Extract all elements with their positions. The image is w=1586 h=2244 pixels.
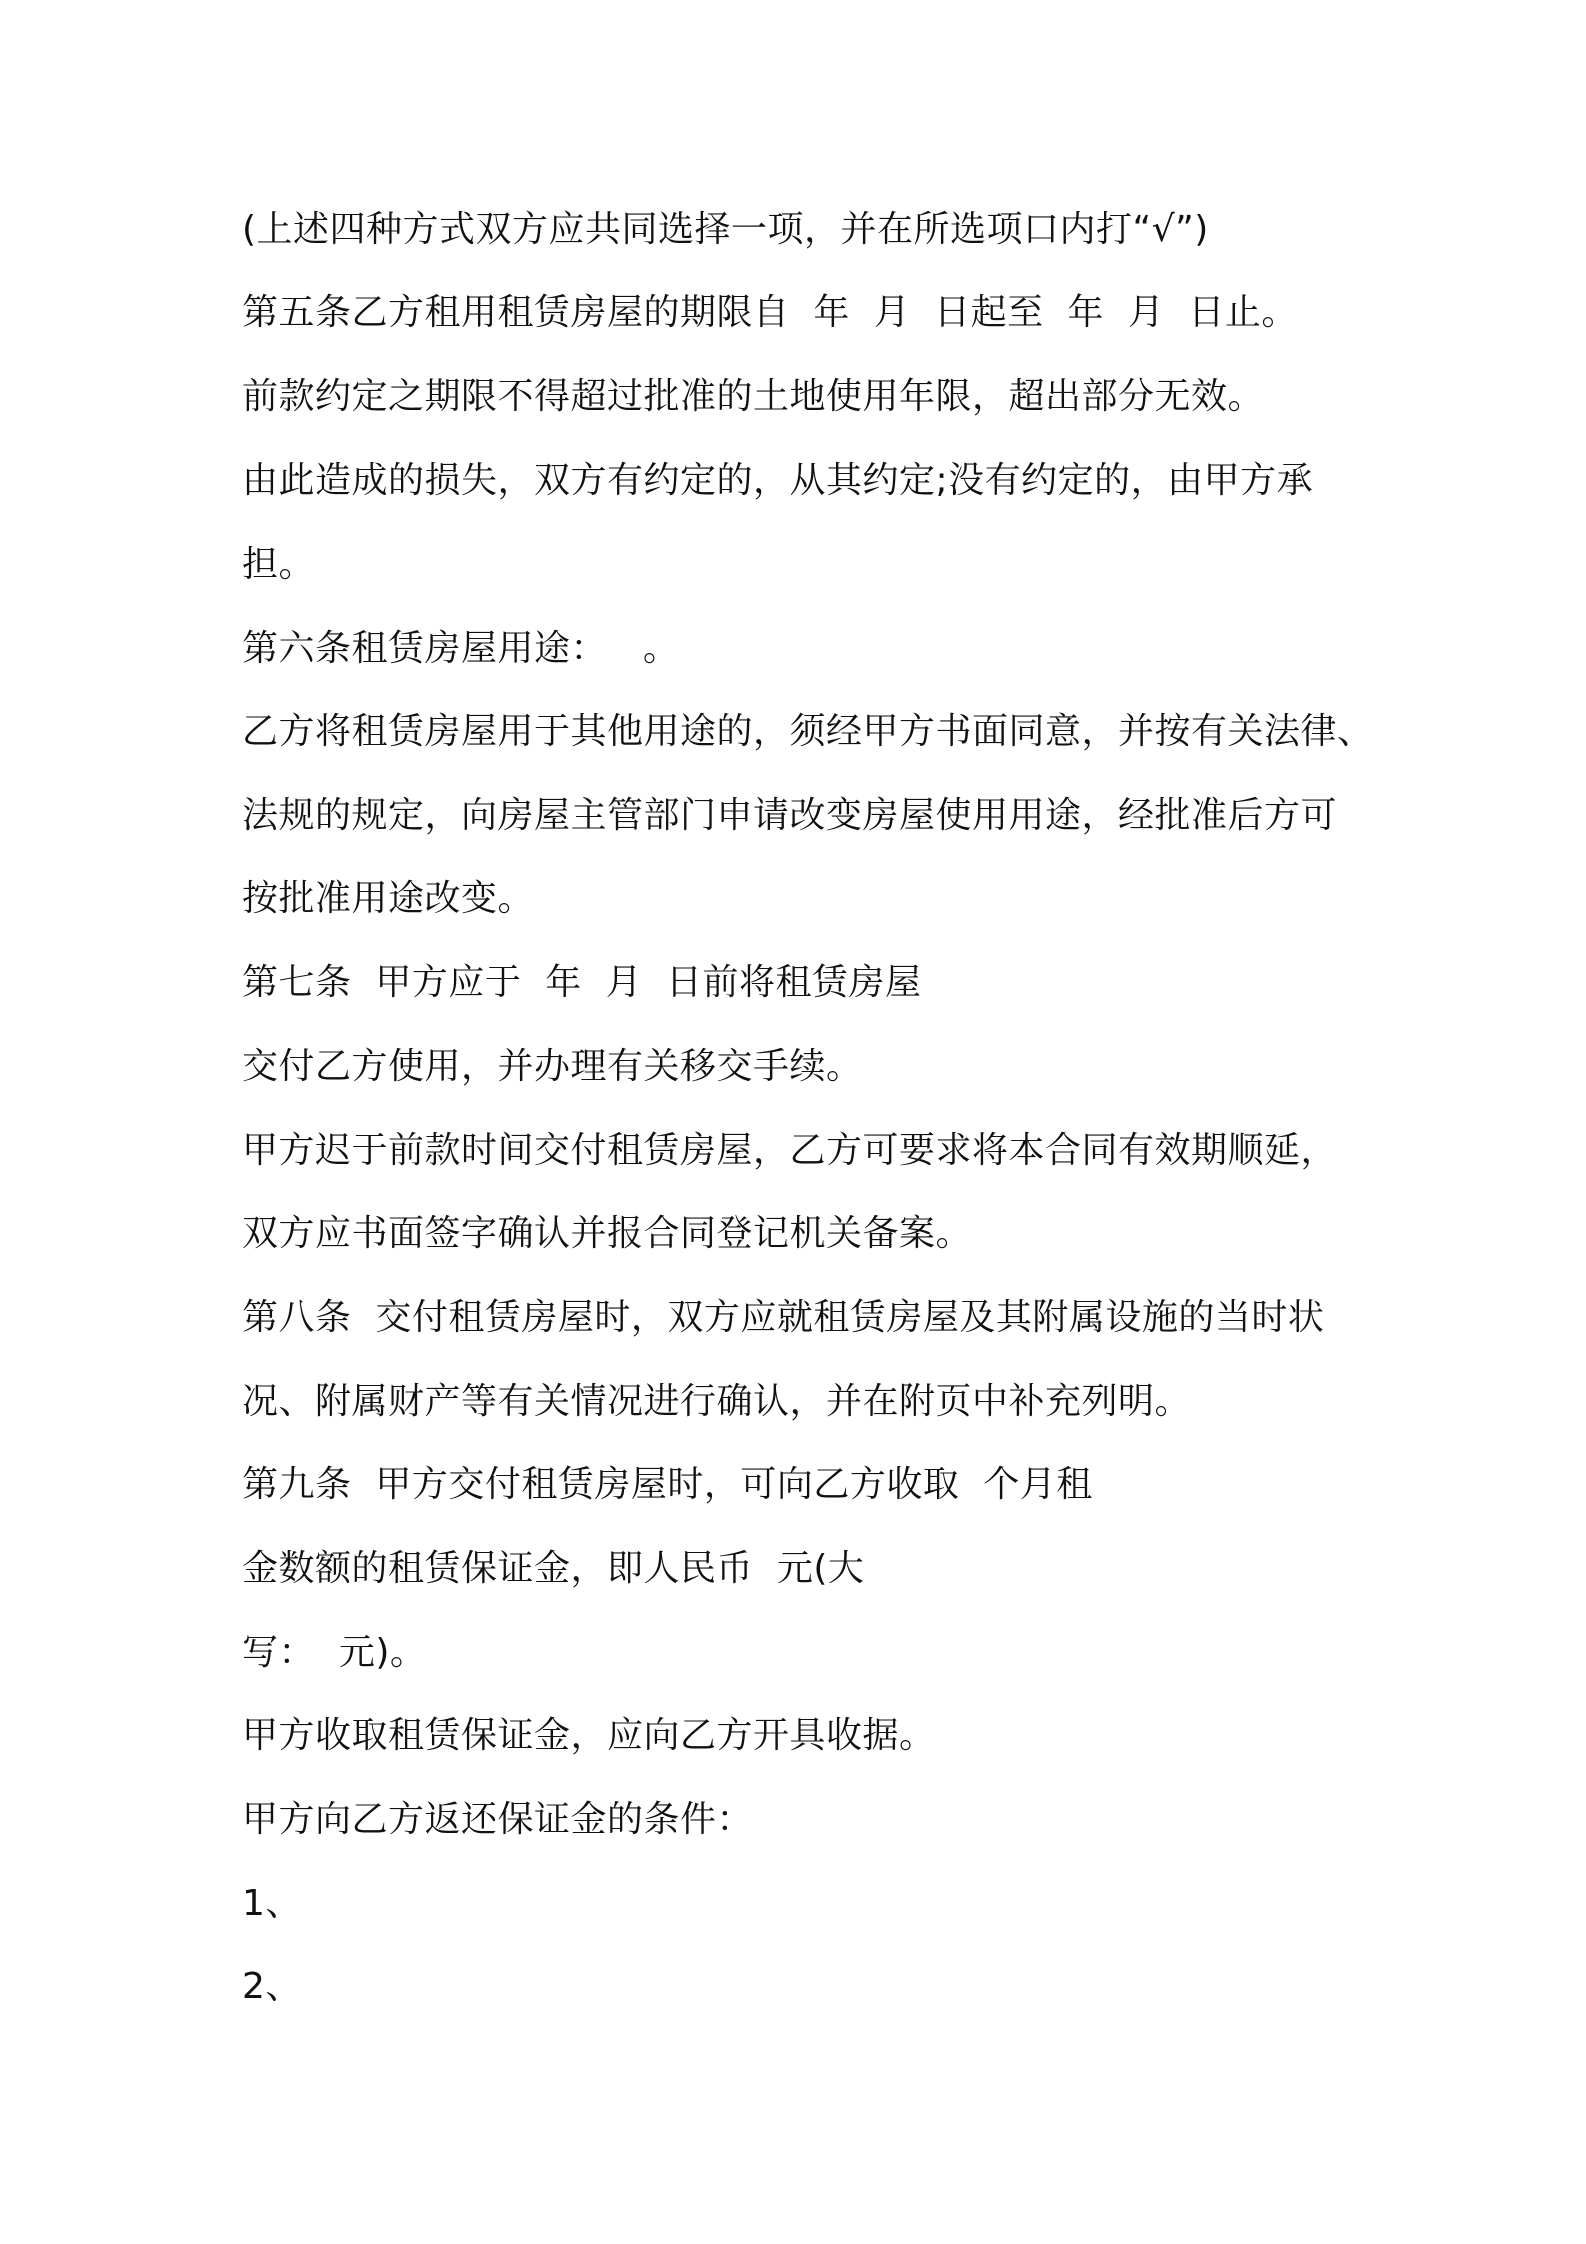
text-line: 按批准用途改变。 xyxy=(242,878,535,919)
text-line: 第七条 甲方应于 年 月 日前将租赁房屋 xyxy=(242,962,922,1003)
text-line: 担。 xyxy=(242,544,316,585)
text-line: 法规的规定，向房屋主管部门申请改变房屋使用用途，经批准后方可 xyxy=(242,795,1338,836)
text-line: 甲方收取租赁保证金，应向乙方开具收据。 xyxy=(242,1715,936,1756)
text-line: 乙方将租赁房屋用于其他用途的，须经甲方书面同意，并按有关法律、 xyxy=(242,711,1374,752)
text-line: 由此造成的损失，双方有约定的，从其约定;没有约定的，由甲方承 xyxy=(242,460,1314,501)
text-line: 写： 元)。 xyxy=(242,1632,427,1673)
text-line: (上述四种方式双方应共同选择一项，并在所选项口内打“√”) xyxy=(242,209,1209,250)
text-line: 甲方向乙方返还保证金的条件： xyxy=(242,1799,754,1840)
text-line: 交付乙方使用，并办理有关移交手续。 xyxy=(242,1046,863,1087)
text-line: 金数额的租赁保证金，即人民币 元(大 xyxy=(242,1548,865,1589)
text-line: 第九条 甲方交付租赁房屋时，可向乙方收取 个月租 xyxy=(242,1464,1093,1505)
text-line: 第五条乙方租用租赁房屋的期限自 年 月 日起至 年 月 日止。 xyxy=(242,292,1298,333)
text-line: 况、附属财产等有关情况进行确认，并在附页中补充列明。 xyxy=(242,1381,1192,1422)
text-line: 2、 xyxy=(242,1966,302,2007)
text-line: 第六条租赁房屋用途： 。 xyxy=(242,628,680,669)
text-line: 1、 xyxy=(242,1883,302,1924)
text-line: 双方应书面签字确认并报合同登记机关备案。 xyxy=(242,1213,973,1254)
text-line: 第八条 交付租赁房屋时，双方应就租赁房屋及其附属设施的当时状 xyxy=(242,1297,1325,1338)
text-line: 甲方迟于前款时间交付租赁房屋，乙方可要求将本合同有效期顺延， xyxy=(242,1130,1338,1171)
text-line: 前款约定之期限不得超过批准的土地使用年限，超出部分无效。 xyxy=(242,376,1265,417)
